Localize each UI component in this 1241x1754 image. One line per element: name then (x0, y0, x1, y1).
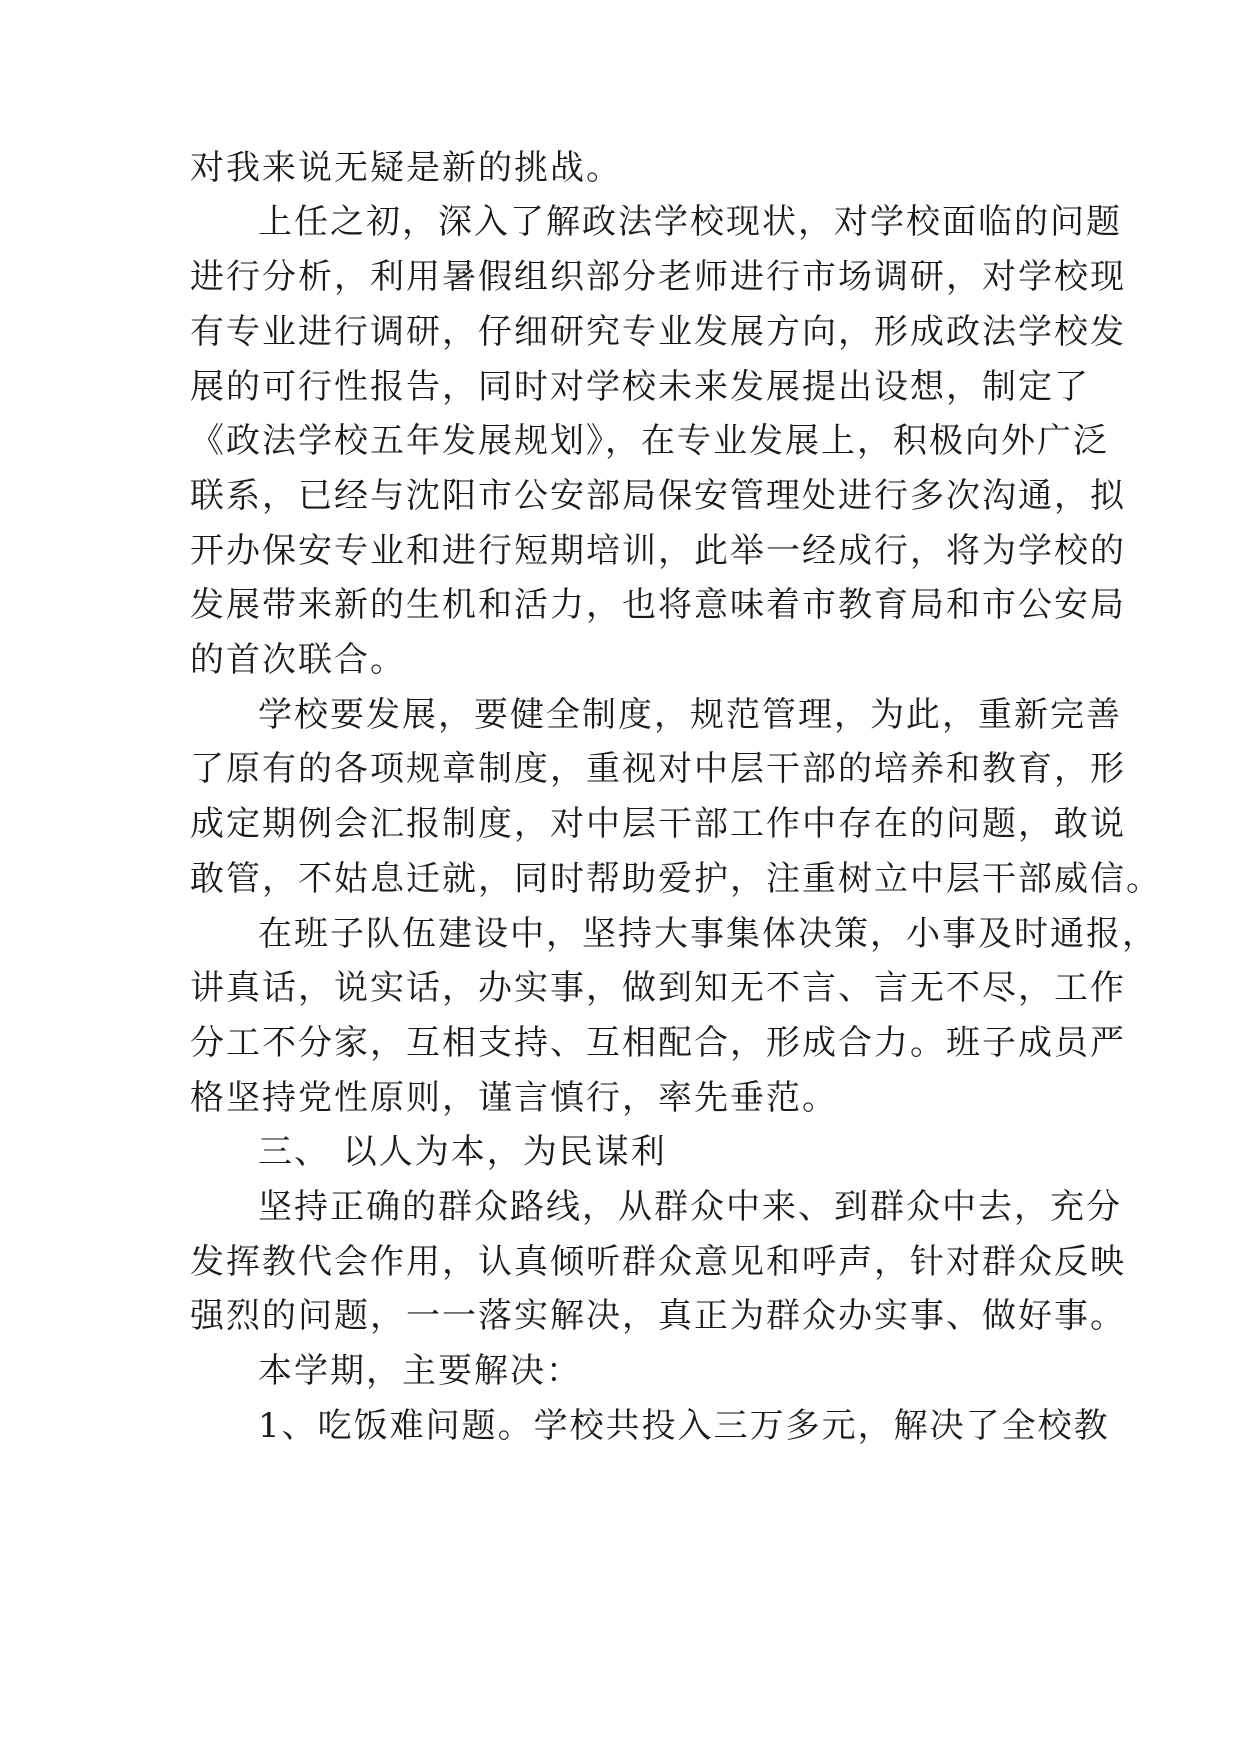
paragraph-start-line: 学校要发展，要健全制度，规范管理，为此，重新完善 (258, 695, 1122, 735)
paragraph-start-line: 坚持正确的群众路线，从群众中来、到群众中去，充分 (258, 1187, 1122, 1227)
text-line: 联系，已经与沈阳市公安部局保安管理处进行多次沟通，拟 (190, 476, 1126, 516)
text-line: 进行分析，利用暑假组织部分老师进行市场调研，对学校现 (190, 257, 1126, 297)
text-line: 发挥教代会作用，认真倾听群众意见和呼声，针对群众反映 (190, 1242, 1126, 1282)
text-line: 分工不分家，互相支持、互相配合，形成合力。班子成员严 (190, 1023, 1126, 1063)
text-line: 成定期例会汇报制度，对中层干部工作中存在的问题，敢说 (190, 804, 1126, 844)
text-line: 强烈的问题，一一落实解决，真正为群众办实事、做好事。 (190, 1296, 1126, 1336)
text-line: 展的可行性报告，同时对学校未来发展提出设想，制定了 (190, 367, 1090, 407)
paragraph-start-line: 上任之初，深入了解政法学校现状，对学校面临的问题 (258, 202, 1122, 242)
text-line: 发展带来新的生机和活力，也将意味着市教育局和市公安局 (190, 585, 1126, 625)
text-line: 对我来说无疑是新的挑战。 (190, 148, 622, 188)
list-item-line: 1、吃饭难问题。学校共投入三万多元，解决了全校教 (258, 1406, 1110, 1446)
section-heading: 三、 以人为本，为民谋利 (258, 1132, 667, 1172)
text-line: 讲真话，说实话，办实事，做到知无不言、言无不尽，工作 (190, 968, 1126, 1008)
paragraph-start-line: 在班子队伍建设中，坚持大事集体决策，小事及时通报， (258, 914, 1158, 954)
text-line: 有专业进行调研，仔细研究专业发展方向，形成政法学校发 (190, 312, 1126, 352)
text-line: 开办保安专业和进行短期培训，此举一经成行，将为学校的 (190, 531, 1126, 571)
text-line: 的首次联合。 (190, 640, 406, 680)
text-line: 《政法学校五年发展规划》，在专业发展上，积极向外广泛 (190, 421, 1109, 461)
text-line: 格坚持党性原则，谨言慎行，率先垂范。 (190, 1078, 838, 1118)
text-line: 了原有的各项规章制度，重视对中层干部的培养和教育，形 (190, 749, 1126, 789)
paragraph-start-line: 本学期，主要解决： (258, 1351, 582, 1391)
text-line: 敢管，不姑息迁就，同时帮助爱护，注重树立中层干部威信。 (190, 859, 1162, 899)
